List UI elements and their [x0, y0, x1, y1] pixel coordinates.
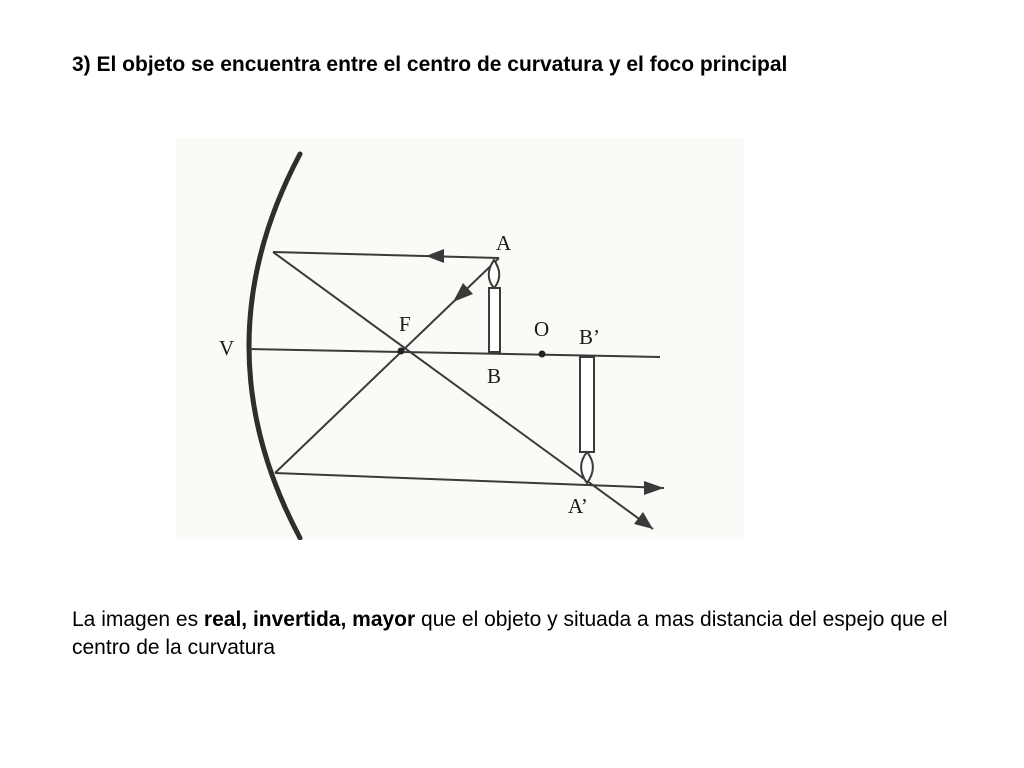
- label-center: O: [534, 317, 550, 341]
- object-candle: [489, 260, 500, 352]
- concave-mirror-ray-diagram: [176, 138, 744, 540]
- center-point: [539, 351, 546, 358]
- caption-suffix: que el objeto y situada a mas distancia del espejo que el centro de la curvatura: [72, 608, 948, 659]
- focus-point: [398, 348, 405, 355]
- label-vertex: V: [219, 336, 235, 360]
- label-object-tip: A: [496, 231, 512, 255]
- slide-title: 3) El objeto se encuentra entre el centro de curvatura y el foco principal: [72, 53, 788, 76]
- caption-emphasis: real, invertida, mayor: [203, 608, 416, 631]
- label-object-base: B: [487, 364, 502, 388]
- image-candle: [580, 357, 594, 483]
- caption: [72, 606, 962, 662]
- caption-prefix: La imagen es: [72, 608, 204, 631]
- label-image-base: B’: [579, 325, 600, 349]
- label-focus: F: [399, 312, 411, 336]
- label-image-tip: A’: [568, 494, 588, 518]
